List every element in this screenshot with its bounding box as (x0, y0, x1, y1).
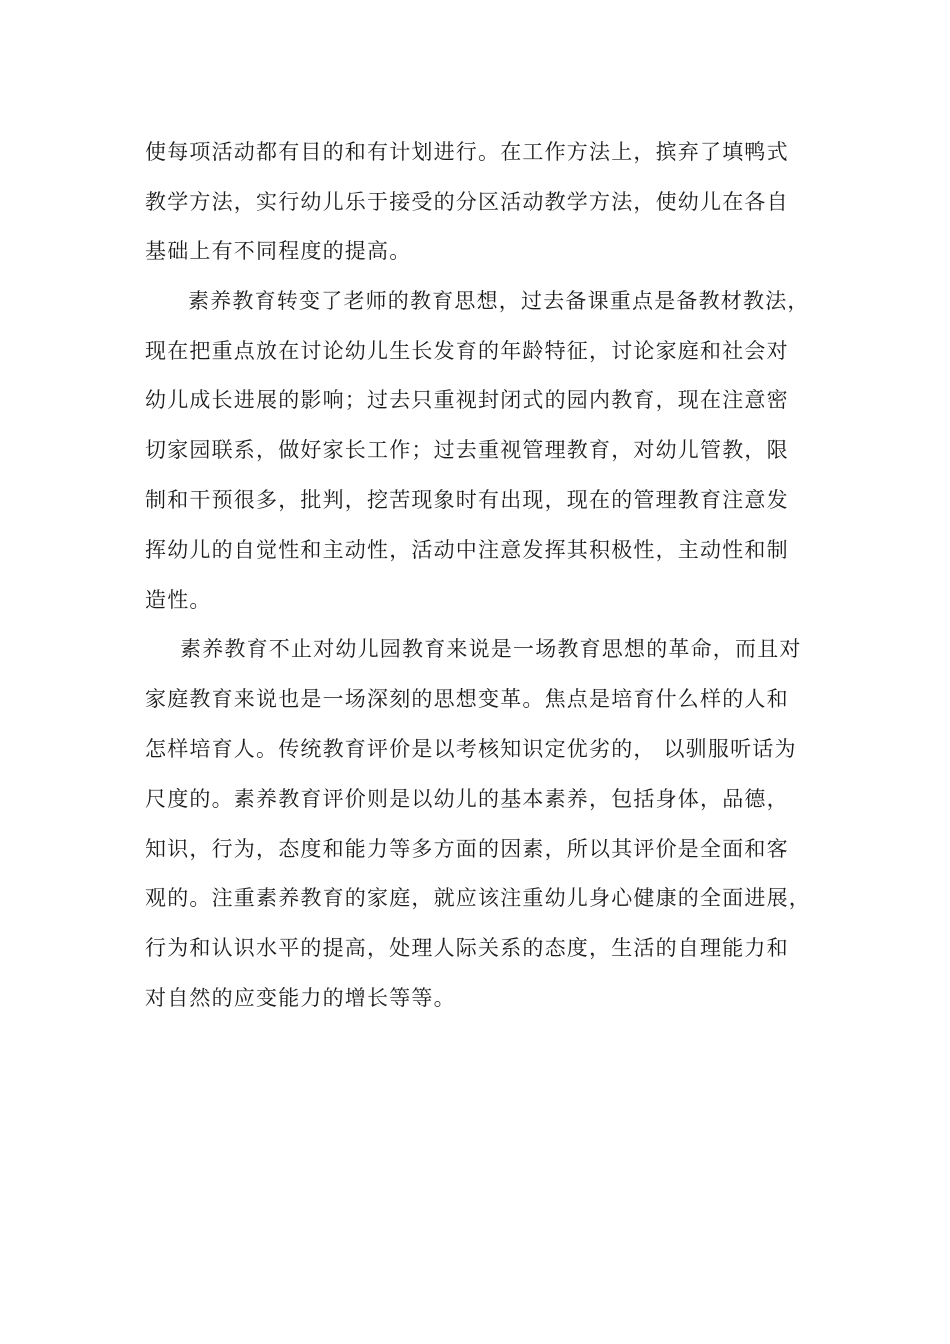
paragraph-3-line-6: 观的。注重素养教育的家庭，就应该注重幼儿身心健康的全面进展， (145, 886, 811, 910)
paragraph-3-line-8: 对自然的应变能力的增长等等。 (145, 986, 456, 1010)
paragraph-2-line-1: 素养教育转变了老师的教育思想，过去备课重点是备教材教法， (188, 289, 810, 313)
paragraph-3-line-7: 行为和认识水平的提高，处理人际关系的态度，生活的自理能力和 (145, 936, 789, 960)
paragraph-3-line-1: 素养教育不止对幼儿园教育来说是一场教育思想的革命，而且对 (180, 637, 802, 661)
paragraph-3-line-3: 怎样培育人。传统教育评价是以考核知识定优劣的， 以驯服听话为 (145, 737, 797, 761)
paragraph-2-line-5: 制和干预很多，批判，挖苦现象时有出现，现在的管理教育注意发 (145, 488, 789, 512)
paragraph-1-line-2: 教学方法，实行幼儿乐于接受的分区活动教学方法，使幼儿在各自 (145, 190, 789, 214)
paragraph-2-line-2: 现在把重点放在讨论幼儿生长发育的年龄特征，讨论家庭和社会对 (145, 339, 789, 363)
paragraph-3-line-2: 家庭教育来说也是一场深刻的思想变革。焦点是培育什么样的人和 (145, 687, 789, 711)
paragraph-2-line-4: 切家园联系，做好家长工作；过去重视管理教育，对幼儿管教，限 (145, 438, 789, 462)
paragraph-2-line-7: 造性。 (145, 588, 212, 612)
paragraph-1-line-1: 使每项活动都有目的和有计划进行。在工作方法上，摈弃了填鸭式 (145, 140, 789, 164)
paragraph-3-line-5: 知识，行为，态度和能力等多方面的因素，所以其评价是全面和客 (145, 837, 789, 861)
paragraph-2-line-3: 幼儿成长进展的影响；过去只重视封闭式的园内教育，现在注意密 (145, 388, 789, 412)
paragraph-1-line-3: 基础上有不同程度的提高。 (145, 239, 412, 263)
paragraph-2-line-6: 挥幼儿的自觉性和主动性，活动中注意发挥其积极性，主动性和制 (145, 538, 789, 562)
paragraph-3-line-4: 尺度的。素养教育评价则是以幼儿的基本素养，包括身体，品德， (145, 787, 789, 811)
